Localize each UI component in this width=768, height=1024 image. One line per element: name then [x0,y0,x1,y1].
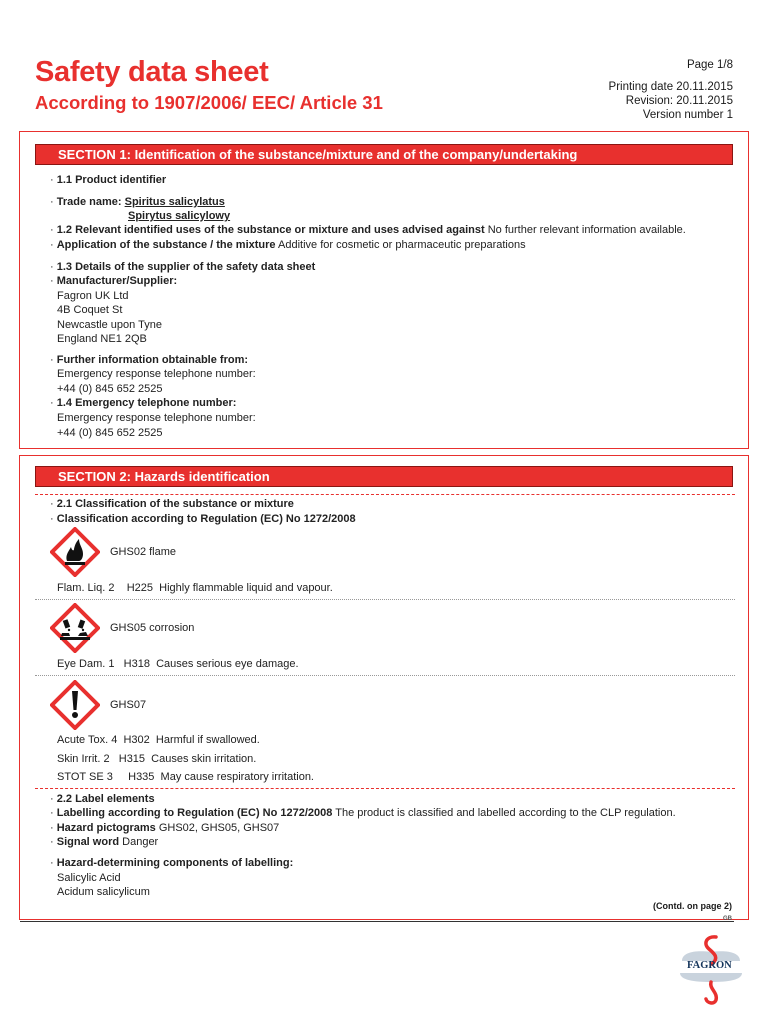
further-info-label: · Further information obtainable from: [50,354,249,366]
signal-word: · Signal word Danger [50,836,159,848]
emergency-label: · 1.4 Emergency telephone number: [50,397,237,409]
divider [35,675,735,676]
divider [35,494,735,495]
continued-note: (Contd. on page 2) [653,901,732,911]
address-line: 4B Coquet St [57,304,123,316]
hazard-components-label: · Hazard-determining components of labelling: [50,857,294,869]
hazard-row: Flam. Liq. 2 H225 Highly flammable liquid and vapour. [57,582,333,594]
exclamation-icon [50,680,100,730]
further-info-phone: +44 (0) 845 652 2525 [57,383,163,395]
hazard-row: STOT SE 3 H335 May cause respiratory irritation. [57,771,314,783]
logo-text: FAGRON [687,960,732,971]
classification-label: · 2.1 Classification of the substance or mixture [50,498,294,510]
trade-name: · Trade name: Spiritus salicylatus [50,196,225,208]
section-2-heading: SECTION 2: Hazards identification [35,466,733,487]
pictogram-name: GHS02 flame [110,546,177,558]
emergency-phone: +44 (0) 845 652 2525 [57,427,163,439]
hazard-row: Skin Irrit. 2 H315 Causes skin irritation. [57,753,257,765]
emergency-text: Emergency response telephone number: [57,412,256,424]
product-identifier: · 1.1 Product identifier [50,174,167,186]
language-code: GB [723,916,732,922]
document-title: Safety data sheet [35,56,269,88]
address-line: Newcastle upon Tyne [57,319,162,331]
divider [35,599,735,600]
further-info-text: Emergency response telephone number: [57,368,256,380]
footer-rule [20,921,734,922]
manufacturer-label: · Manufacturer/Supplier: [50,275,178,287]
divider [35,788,735,789]
hazard-pictograms: · Hazard pictograms GHS02, GHS05, GHS07 [50,822,280,834]
application: · Application of the substance / the mixture Additive for cosmetic or pharmaceutic preparations [50,239,526,251]
hazard-row: Eye Dam. 1 H318 Causes serious eye damage. [57,658,299,670]
pictogram-name: GHS07 [110,699,147,711]
revision-date: Revision: 20.11.2015 [625,95,733,107]
hazard-component: Acidum salicylicum [57,886,150,898]
address-line: England NE1 2QB [57,333,147,345]
hazard-row: Acute Tox. 4 H302 Harmful if swallowed. [57,734,260,746]
document-subtitle: According to 1907/2006/ EEC/ Article 31 [35,92,383,113]
label-elements: · 2.2 Label elements [50,793,155,805]
supplier-details: · 1.3 Details of the supplier of the safety data sheet [50,261,316,273]
labelling-regulation: · Labelling according to Regulation (EC) No 1272/2008 The product is classified and labelled according to the CLP regulation. [50,807,676,819]
page-number: Page 1/8 [686,59,733,71]
relevant-uses: · 1.2 Relevant identified uses of the substance or mixture and uses advised against No further relevant information available. [50,224,686,236]
pictogram-name: GHS05 corrosion [110,622,195,634]
address-line: Fagron UK Ltd [57,290,129,302]
corrosion-icon [50,603,100,653]
flame-icon [50,527,100,577]
classification-regulation: · Classification according to Regulation (EC) No 1272/2008 [50,513,356,525]
hazard-component: Salicylic Acid [57,872,121,884]
trade-name-alt: Spirytus salicylowy [128,210,231,222]
section-1-heading: SECTION 1: Identification of the substance/mixture and of the company/undertaking [35,144,733,165]
version-number: Version number 1 [642,109,733,121]
printing-date: Printing date 20.11.2015 [608,81,733,93]
